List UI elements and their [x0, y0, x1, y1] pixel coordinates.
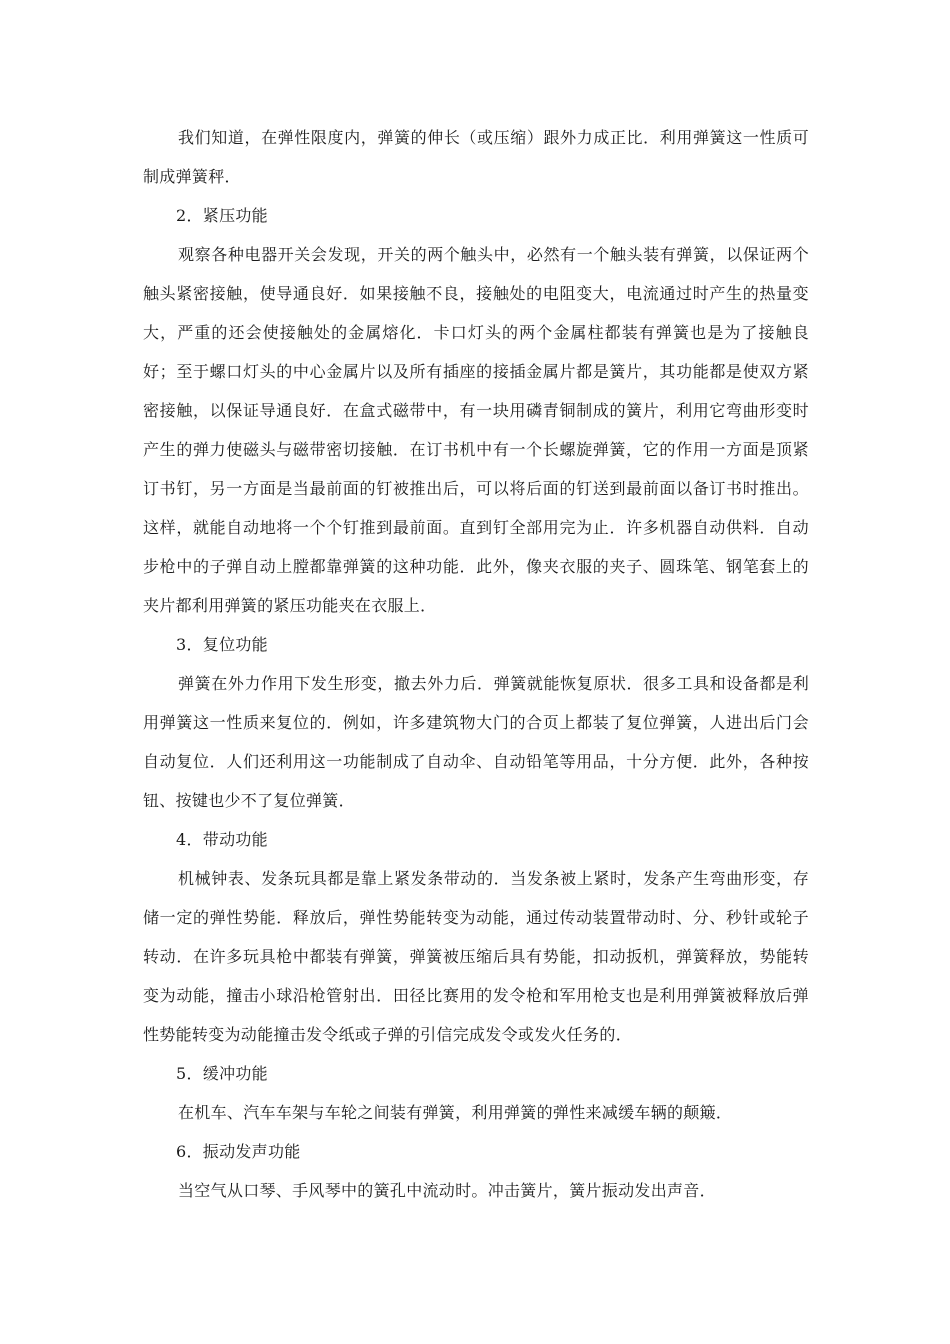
section-heading-compression: 2．紧压功能	[176, 206, 268, 225]
paragraph-drive: 机械钟表、发条玩具都是靠上紧发条带动的．当发条被上紧时，发条产生弯曲形变，存储一定的弹性势能．释放后，弹性势能转变为动能，通过传动装置带动时、分、秒针或轮子转动．在许多玩具枪中都装有弹簧，弹簧被压缩后具有势能，扣动扳机，弹簧释放，势能转变为动能，撞击小球沿枪管射出．田径比赛用的发令枪和军用枪支也是利用弹簧被释放后弹性势能转变为动能撞击发令纸或子弹的引信完成发令或发火任务的．	[143, 869, 809, 1044]
section-heading-vibration: 6．振动发声功能	[176, 1142, 301, 1161]
document-body	[143, 118, 809, 1210]
section-heading-buffer: 5．缓冲功能	[176, 1064, 268, 1083]
paragraph-compression: 观察各种电器开关会发现，开关的两个触头中，必然有一个触头装有弹簧，以保证两个触头紧密接触，使导通良好．如果接触不良，接触处的电阻变大，电流通过时产生的热量变大，严重的还会使接触处的金属熔化．卡口灯头的两个金属柱都装有弹簧也是为了接触良好；至于螺口灯头的中心金属片以及所有插座的接插金属片都是簧片，其功能都是使双方紧密接触，以保证导通良好．在盒式磁带中，有一块用磷青铜制成的簧片，利用它弯曲形变时产生的弹力使磁头与磁带密切接触．在订书机中有一个长螺旋弹簧，它的作用一方面是顶紧订书钉，另一方面是当最前面的钉被推出后，可以将后面的钉送到最前面以备订书时推出。这样，就能自动地将一个个钉推到最前面。直到钉全部用完为止．许多机器自动供料．自动步枪中的子弹自动上膛都靠弹簧的这种功能．此外，像夹衣服的夹子、圆珠笔、钢笔套上的夹片都利用弹簧的紧压功能夹在衣服上．	[143, 245, 809, 615]
section-heading-reset: 3．复位功能	[176, 635, 268, 654]
paragraph-buffer: 在机车、汽车车架与车轮之间装有弹簧，利用弹簧的弹性来减缓车辆的颠簸．	[178, 1103, 733, 1122]
section-heading-drive: 4．带动功能	[176, 830, 268, 849]
paragraph-reset: 弹簧在外力作用下发生形变，撤去外力后．弹簧就能恢复原状．很多工具和设备都是利用弹簧这一性质来复位的．例如，许多建筑物大门的合页上都装了复位弹簧，人进出后门会自动复位．人们还利用这一功能制成了自动伞、自动铅笔等用品，十分方便．此外，各种按钮、按键也少不了复位弹簧．	[143, 674, 809, 810]
paragraph-intro: 我们知道，在弹性限度内，弹簧的伸长（或压缩）跟外力成正比．利用弹簧这一性质可制成弹簧秤．	[143, 128, 809, 186]
paragraph-vibration: 当空气从口琴、手风琴中的簧孔中流动时。冲击簧片，簧片振动发出声音．	[178, 1181, 716, 1200]
